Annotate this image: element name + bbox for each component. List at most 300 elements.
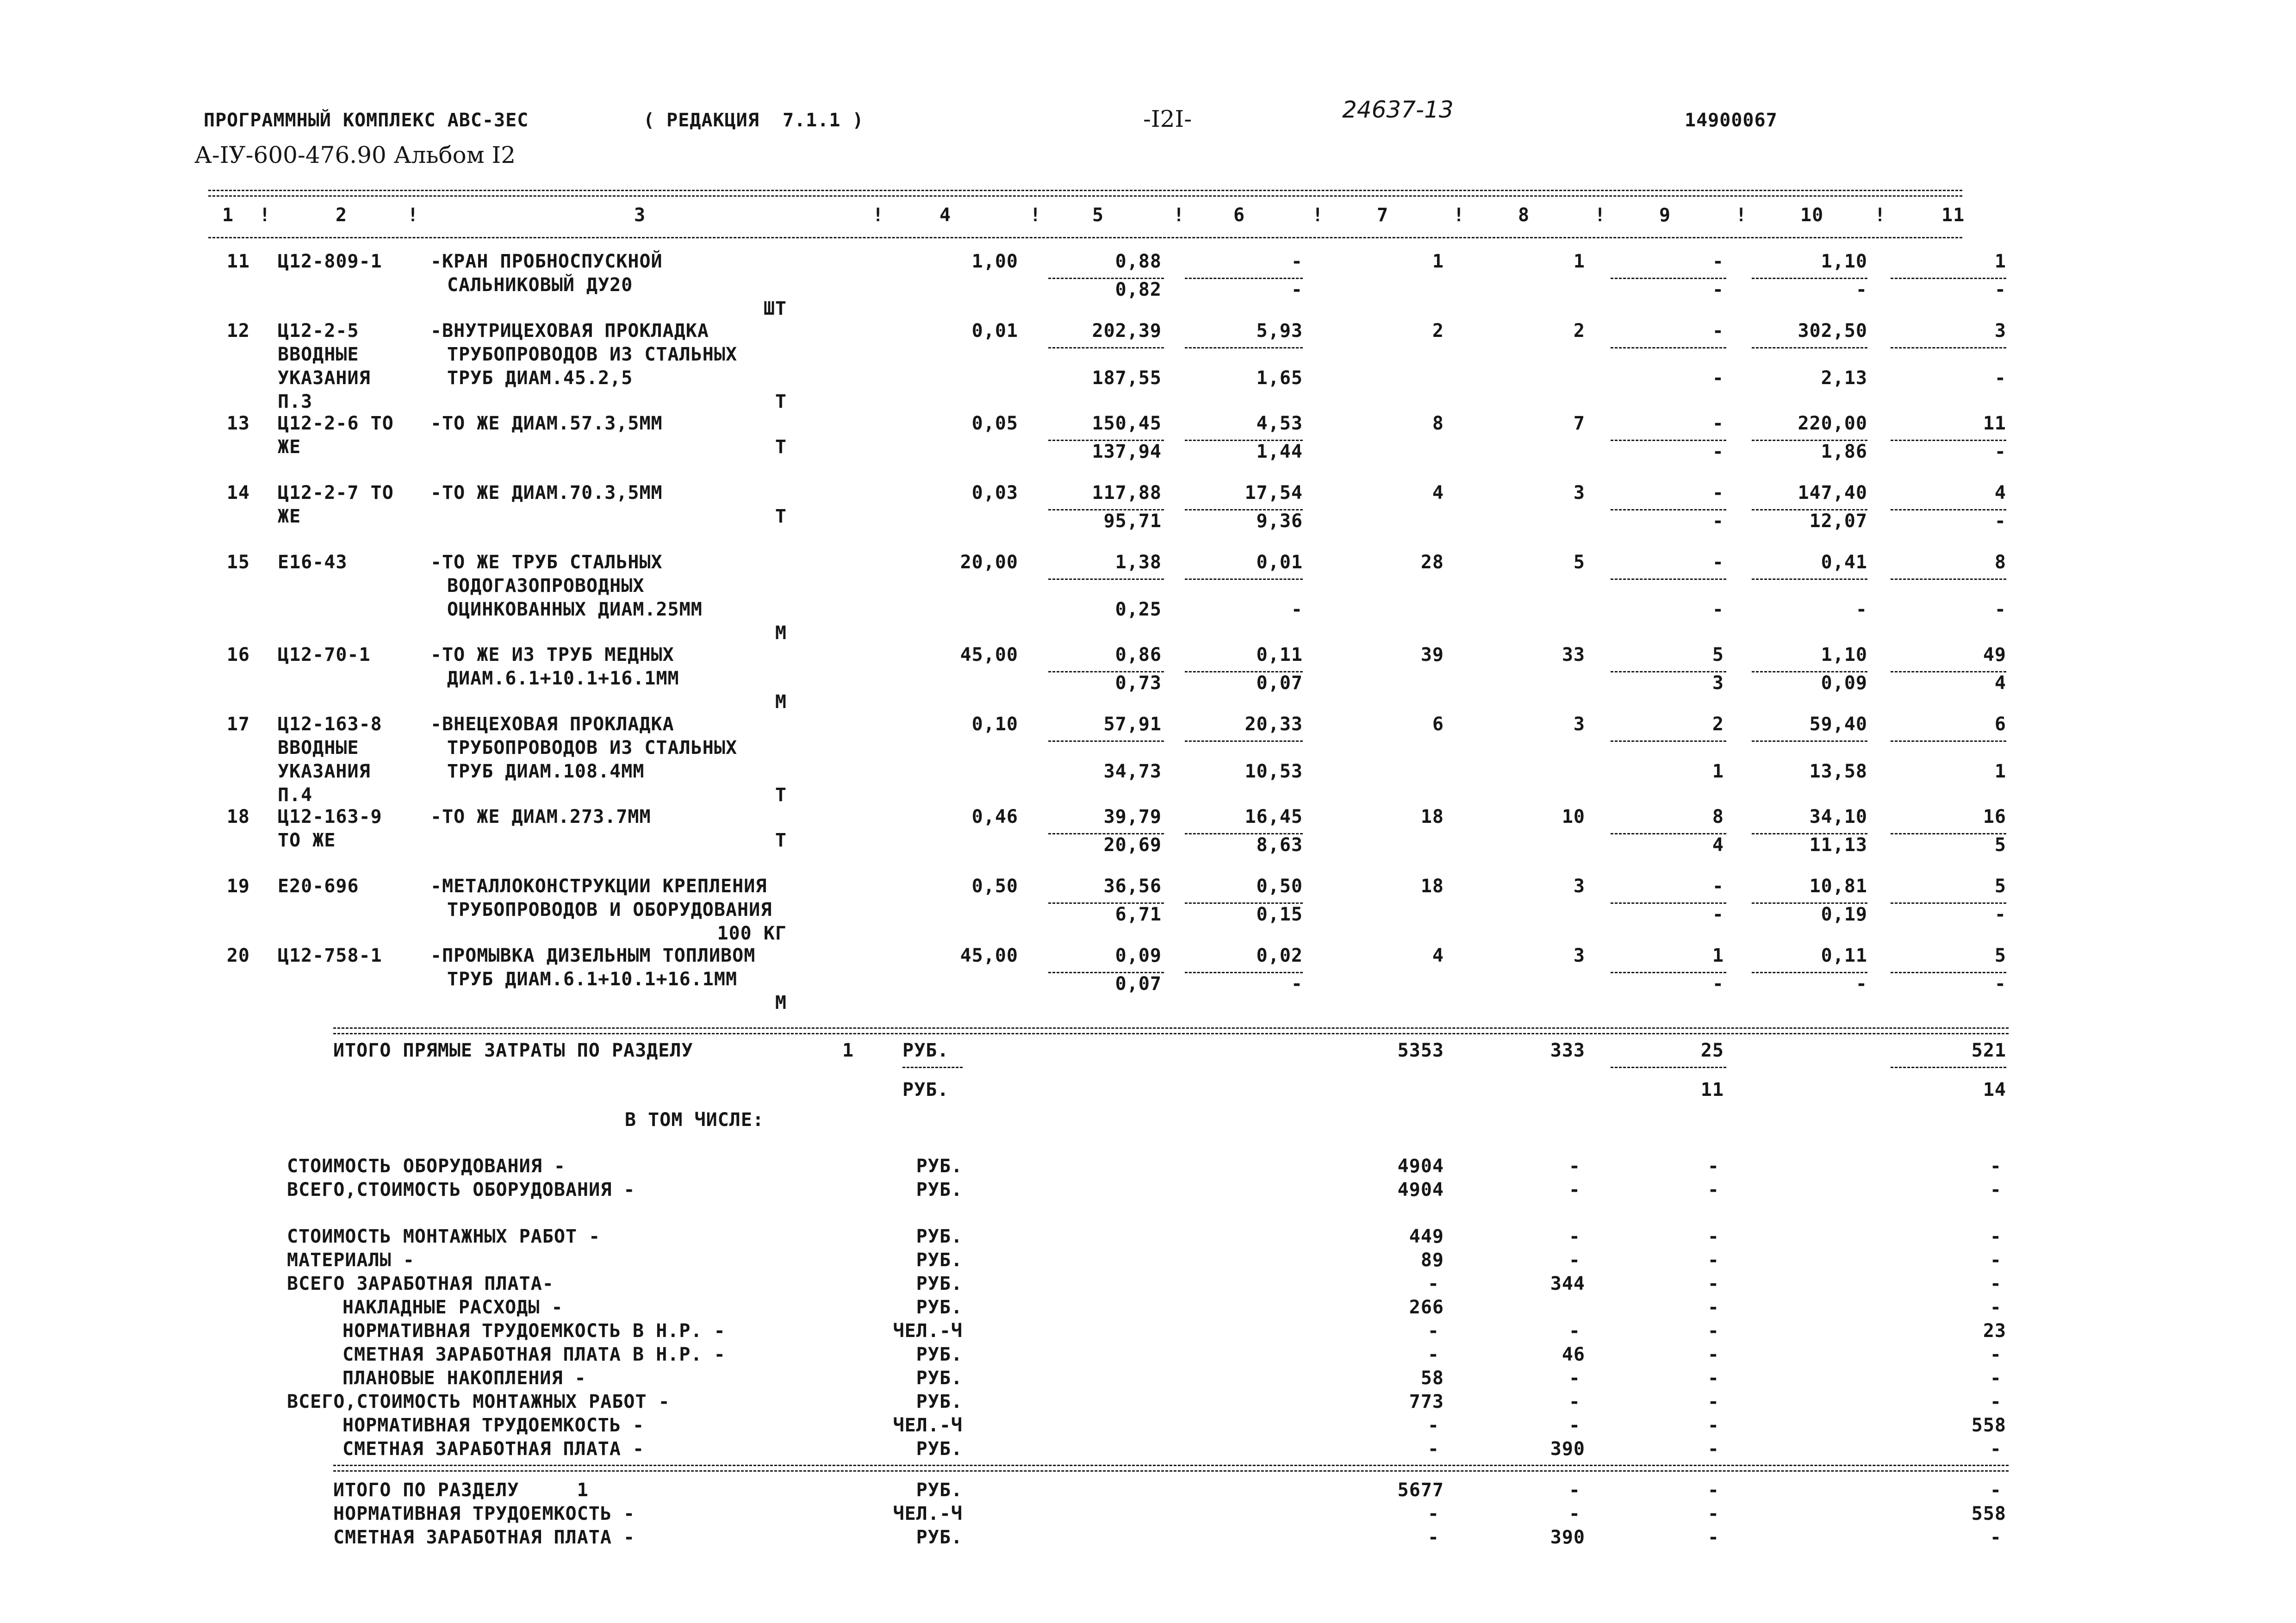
column-header-7: 7 [1377,205,1389,226]
row-value-10: 1,10 [1821,644,1867,665]
row-value-9: - [1712,320,1724,342]
in-that-number-heading: В ТОМ ЧИСЛЕ: [625,1109,764,1131]
summary-value-11: - [1990,1391,2002,1412]
value-rule [1891,740,2006,742]
edition-label: ( РЕДАКЦИЯ 7.1.1 ) [643,110,864,131]
total-direct-c8: 333 [1550,1040,1585,1061]
row-value-5: 36,56 [1103,876,1162,897]
row-wage-11: 4 [1994,672,2006,694]
row-wage-6: 1,44 [1256,441,1303,462]
row-wage-6: 0,15 [1256,904,1303,925]
summary-value-7: 449 [1409,1226,1444,1247]
row-wage-9: 4 [1712,834,1724,856]
summary-value-11: 23 [1983,1320,2006,1342]
column-header-8: 8 [1518,205,1530,226]
total-direct-label: ИТОГО ПРЯМЫЕ ЗАТРАТЫ ПО РАЗДЕЛУ [333,1040,693,1061]
row-wage-9: - [1712,510,1724,532]
row-value-6: - [1291,251,1303,272]
column-separator: ! [1874,205,1886,226]
row-value-9: 1 [1712,945,1724,966]
row-code: Ц12-809-1 [278,251,382,272]
row-value-5: 150,45 [1092,413,1162,434]
row-value-8: 3 [1573,482,1585,504]
document-code: 14900067 [1685,110,1778,131]
row-value-6: 0,50 [1256,876,1303,897]
row-value-10: 10,81 [1809,876,1867,897]
summary-value-9: - [1707,1415,1719,1436]
total-direct-section: 1 [842,1040,854,1061]
row-wage-11: - [1994,973,2006,995]
summary-value-8: - [1568,1226,1580,1247]
summary-value-9: - [1707,1297,1719,1318]
total-direct-s9: 11 [1700,1079,1724,1101]
row-wage-5: 137,94 [1092,441,1162,462]
row-value-8: 7 [1573,413,1585,434]
row-value-10: 147,40 [1798,482,1867,504]
total-direct-s11: 14 [1983,1079,2006,1101]
row-wage-9: 1 [1712,761,1724,782]
summary-label: НОРМАТИВНАЯ ТРУДОЕМКОСТЬ - [342,1415,645,1436]
value-rule [1611,347,1726,348]
column-separator: ! [1173,205,1185,226]
summary-value-7: 58 [1420,1368,1444,1389]
row-value-11: 3 [1994,320,2006,342]
column-header-4: 4 [940,205,952,226]
summary-value-11: - [1990,1438,2002,1460]
row-wage-6: - [1291,973,1303,995]
row-wage-10: 11,13 [1809,834,1867,856]
value-rule [902,1067,963,1068]
row-value-7: 18 [1420,876,1444,897]
section-total-value-11: - [1990,1527,2002,1548]
row-wage-9: - [1712,367,1724,389]
row-value-6: 5,93 [1256,320,1303,342]
row-description: ТРУБОПРОВОДОВ ИЗ СТАЛЬНЫХ [447,737,738,759]
summary-value-11: - [1990,1179,2002,1200]
summary-unit: РУБ. [916,1368,963,1389]
row-description: -ПРОМЫВКА ДИЗЕЛЬНЫМ ТОПЛИВОМ [430,945,756,966]
value-rule [1048,578,1164,580]
summary-value-11: - [1990,1273,2002,1294]
row-value-6: 0,11 [1256,644,1303,665]
value-rule [1752,347,1867,348]
row-wage-6: 8,63 [1256,834,1303,856]
column-header-6: 6 [1233,205,1245,226]
column-separator: ! [1594,205,1606,226]
summary-value-8: - [1568,1320,1580,1342]
row-wage-6: 1,65 [1256,367,1303,389]
row-description: -ТО ЖЕ ДИАМ.273.7ММ [430,806,651,827]
row-code: Ц12-2-7 ТО [278,482,394,504]
summary-value-9: - [1707,1179,1719,1200]
column-header-5: 5 [1092,205,1104,226]
row-wage-6: - [1291,279,1303,300]
row-description: -ТО ЖЕ ИЗ ТРУБ МЕДНЫХ [430,644,674,665]
row-value-5: 39,79 [1103,806,1162,827]
row-value-6: 0,01 [1256,552,1303,573]
row-value-9: - [1712,251,1724,272]
row-description: -ВНУТРИЦЕХОВАЯ ПРОКЛАДКА [430,320,709,342]
row-quantity: 0,46 [971,806,1018,827]
row-quantity: 0,50 [971,876,1018,897]
row-code: Е20-696 [278,876,359,897]
row-code: Ц12-758-1 [278,945,382,966]
column-header-2: 2 [336,205,348,226]
row-wage-9: - [1712,599,1724,620]
section-total-value-9: - [1707,1480,1719,1501]
value-rule [1185,347,1303,348]
section-total-value-9: - [1707,1503,1719,1524]
row-wage-11: - [1994,599,2006,620]
total-direct-unit: РУБ. [902,1040,949,1061]
summary-unit: РУБ. [916,1391,963,1412]
row-value-8: 3 [1573,876,1585,897]
column-separator: ! [1736,205,1748,226]
summary-value-8: - [1568,1415,1580,1436]
row-description: ДИАМ.6.1+10.1+16.1ММ [447,668,679,689]
value-rule [1752,578,1867,580]
row-value-9: 5 [1712,644,1724,665]
summary-unit: ЧЕЛ.-Ч [893,1320,963,1342]
row-wage-5: 0,82 [1115,279,1162,300]
value-rule [1891,278,2006,279]
summary-value-11: - [1990,1344,2002,1365]
row-description: -КРАН ПРОБНОСПУСКНОЙ [430,251,663,272]
row-quantity: 0,01 [971,320,1018,342]
value-rule [1611,278,1726,279]
row-value-8: 1 [1573,251,1585,272]
summary-label: ПЛАНОВЫЕ НАКОПЛЕНИЯ - [342,1368,586,1389]
column-separator: ! [1453,205,1465,226]
column-separator: ! [872,205,884,226]
section-total-value-7: - [1427,1527,1439,1548]
summary-value-7: 4904 [1397,1179,1444,1200]
row-description: ТРУБ ДИАМ.6.1+10.1+16.1ММ [447,969,738,990]
value-rule [1611,833,1726,834]
value-rule [1185,740,1303,742]
row-value-9: - [1712,482,1724,504]
summary-label: СТОИМОСТЬ ОБОРУДОВАНИЯ - [287,1156,566,1177]
value-rule [1752,972,1867,973]
row-code: П.4 [278,784,313,806]
row-quantity: 0,10 [971,714,1018,735]
value-rule [1611,440,1726,441]
row-wage-9: - [1712,973,1724,995]
row-value-9: 2 [1712,714,1724,735]
row-wage-11: 1 [1994,761,2006,782]
summary-label: НОРМАТИВНАЯ ТРУДОЕМКОСТЬ В Н.Р. - [342,1320,726,1342]
column-header-1: 1 [222,205,234,226]
row-quantity: 1,00 [971,251,1018,272]
value-rule [1752,278,1867,279]
row-code: ЖЕ [278,506,301,527]
summary-value-9: - [1707,1320,1719,1342]
section-total-label: ИТОГО ПО РАЗДЕЛУ 1 [333,1480,589,1501]
row-value-6: 17,54 [1244,482,1303,504]
row-value-5: 0,88 [1115,251,1162,272]
row-value-10: 59,40 [1809,714,1867,735]
row-wage-10: 1,86 [1821,441,1867,462]
row-wage-5: 34,73 [1103,761,1162,782]
value-rule [1611,671,1726,672]
row-wage-5: 0,07 [1115,973,1162,995]
row-number: 18 [226,806,250,827]
value-rule [1891,671,2006,672]
summary-label: ВСЕГО ЗАРАБОТНАЯ ПЛАТА- [287,1273,554,1294]
row-number: 20 [226,945,250,966]
section-total-value-11: - [1990,1480,2002,1501]
summary-value-9: - [1707,1273,1719,1294]
summary-value-11: - [1990,1297,2002,1318]
row-description: -ТО ЖЕ ДИАМ.70.3,5ММ [430,482,663,504]
row-code: ВВОДНЫЕ [278,344,359,365]
row-value-7: 39 [1420,644,1444,665]
summary-unit: РУБ. [916,1273,963,1294]
row-value-9: - [1712,552,1724,573]
summary-unit: РУБ. [916,1226,963,1247]
section-total-label: НОРМАТИВНАЯ ТРУДОЕМКОСТЬ - [333,1503,635,1524]
section-total-rule-1 [333,1465,2009,1466]
row-wage-10: - [1855,973,1867,995]
row-wage-5: 6,71 [1115,904,1162,925]
row-description: -МЕТАЛЛОКОНСТРУКЦИИ КРЕПЛЕНИЯ [430,876,767,897]
row-unit: М [775,691,787,713]
row-value-8: 33 [1562,644,1585,665]
row-code: Ц12-70-1 [278,644,371,665]
row-wage-11: - [1994,904,2006,925]
row-number: 12 [226,320,250,342]
section-total-value-9: - [1707,1527,1719,1548]
section-total-rule-2 [333,1470,2009,1472]
header-rule-top-1 [208,190,1962,191]
row-wage-5: 0,25 [1115,599,1162,620]
row-value-5: 1,38 [1115,552,1162,573]
row-description: ТРУБОПРОВОДОВ ИЗ СТАЛЬНЫХ [447,344,738,365]
row-unit: М [775,992,787,1014]
summary-unit: РУБ. [916,1438,963,1460]
summary-value-7: - [1427,1438,1439,1460]
row-number: 16 [226,644,250,665]
summary-value-7: 266 [1409,1297,1444,1318]
row-value-10: 220,00 [1798,413,1867,434]
summary-value-9: - [1707,1438,1719,1460]
row-code: УКАЗАНИЯ [278,761,371,782]
row-value-7: 4 [1432,482,1444,504]
section-total-value-7: 5677 [1397,1480,1444,1501]
summary-value-7: - [1427,1320,1439,1342]
row-quantity: 45,00 [960,644,1018,665]
row-number: 14 [226,482,250,504]
row-value-10: 0,11 [1821,945,1867,966]
summary-label: МАТЕРИАЛЫ - [287,1250,415,1271]
value-rule [1891,347,2006,348]
value-rule [1891,902,2006,904]
row-value-8: 2 [1573,320,1585,342]
row-unit: ШТ [763,298,787,319]
row-value-9: - [1712,413,1724,434]
row-value-10: 34,10 [1809,806,1867,827]
summary-value-8: - [1568,1250,1580,1271]
row-value-10: 302,50 [1798,320,1867,342]
summary-value-8: - [1568,1179,1580,1200]
row-code: ТО ЖЕ [278,830,336,851]
row-unit: Т [775,506,787,527]
program-title: ПРОГРАММНЫЙ КОМПЛЕКС АВС-3ЕС [204,110,529,131]
value-rule [1891,1067,2006,1068]
section-total-value-8: - [1568,1480,1580,1501]
row-value-7: 8 [1432,413,1444,434]
column-separator: ! [1312,205,1324,226]
value-rule [1891,509,2006,510]
row-value-5: 202,39 [1092,320,1162,342]
summary-value-7: 89 [1420,1250,1444,1271]
value-rule [1611,509,1726,510]
summary-label: СТОИМОСТЬ МОНТАЖНЫХ РАБОТ - [287,1226,601,1247]
row-value-8: 3 [1573,714,1585,735]
total-direct-c11: 521 [1971,1040,2006,1061]
summary-value-7: - [1427,1415,1439,1436]
row-value-8: 10 [1562,806,1585,827]
summary-unit: РУБ. [916,1344,963,1365]
row-description: -ТО ЖЕ ДИАМ.57.3,5ММ [430,413,663,434]
value-rule [1611,972,1726,973]
row-wage-11: - [1994,510,2006,532]
row-wage-9: - [1712,904,1724,925]
row-value-6: 16,45 [1244,806,1303,827]
row-unit: М [775,622,787,644]
value-rule [1048,347,1164,348]
total-direct-c9: 25 [1700,1040,1724,1061]
value-rule [1611,578,1726,580]
row-code: УКАЗАНИЯ [278,367,371,389]
row-value-11: 5 [1994,945,2006,966]
value-rule [1891,440,2006,441]
section-total-value-7: - [1427,1503,1439,1524]
row-number: 15 [226,552,250,573]
summary-value-8: - [1568,1391,1580,1412]
album-title: А-IУ-600-476.90 Альбом I2 [194,142,516,168]
value-rule [1048,740,1164,742]
row-description: -ТО ЖЕ ТРУБ СТАЛЬНЫХ [430,552,663,573]
row-unit: 100 КГ [717,923,787,944]
row-value-7: 1 [1432,251,1444,272]
row-value-10: 0,41 [1821,552,1867,573]
summary-value-7: - [1427,1344,1439,1365]
row-code: Ц12-163-9 [278,806,382,827]
value-rule [1185,972,1303,973]
row-number: 13 [226,413,250,434]
value-rule [1891,578,2006,580]
row-wage-5: 20,69 [1103,834,1162,856]
row-wage-9: - [1712,279,1724,300]
row-wage-9: 3 [1712,672,1724,694]
section-total-label: СМЕТНАЯ ЗАРАБОТНАЯ ПЛАТА - [333,1527,635,1548]
row-number: 19 [226,876,250,897]
row-description: -ВНЕЦЕХОВАЯ ПРОКЛАДКА [430,714,674,735]
summary-value-7: 4904 [1397,1156,1444,1177]
row-code: Ц12-2-5 [278,320,359,342]
summary-value-9: - [1707,1156,1719,1177]
summary-value-11: - [1990,1250,2002,1271]
summary-value-8: 390 [1550,1438,1585,1460]
column-header-3: 3 [634,205,646,226]
row-code: Ц12-2-6 ТО [278,413,394,434]
row-value-11: 6 [1994,714,2006,735]
total-direct-unit2: РУБ. [902,1079,949,1101]
row-wage-10: - [1855,279,1867,300]
row-value-7: 4 [1432,945,1444,966]
row-value-11: 8 [1994,552,2006,573]
summary-label: СМЕТНАЯ ЗАРАБОТНАЯ ПЛАТА В Н.Р. - [342,1344,726,1365]
page-number: -I2I- [1143,106,1192,132]
summary-label: СМЕТНАЯ ЗАРАБОТНАЯ ПЛАТА - [342,1438,645,1460]
value-rule [1891,972,2006,973]
row-value-11: 49 [1983,644,2006,665]
summary-label: НАКЛАДНЫЕ РАСХОДЫ - [342,1297,563,1318]
summary-value-8: - [1568,1368,1580,1389]
summary-value-9: - [1707,1368,1719,1389]
row-value-6: 20,33 [1244,714,1303,735]
row-quantity: 0,05 [971,413,1018,434]
header-rule-top-2 [208,195,1962,197]
row-wage-6: - [1291,599,1303,620]
summary-value-8: - [1568,1156,1580,1177]
summary-value-11: - [1990,1368,2002,1389]
row-unit: Т [775,436,787,458]
row-value-7: 28 [1420,552,1444,573]
column-header-9: 9 [1659,205,1671,226]
summary-value-9: - [1707,1250,1719,1271]
summary-value-9: - [1707,1226,1719,1247]
row-wage-10: 2,13 [1821,367,1867,389]
row-wage-5: 0,73 [1115,672,1162,694]
summary-value-11: - [1990,1156,2002,1177]
row-value-5: 0,09 [1115,945,1162,966]
section-total-value-11: 558 [1971,1503,2006,1524]
summary-value-7: - [1427,1273,1439,1294]
row-description: ТРУБОПРОВОДОВ И ОБОРУДОВАНИЯ [447,899,772,920]
row-value-8: 3 [1573,945,1585,966]
row-unit: Т [775,391,787,412]
row-value-7: 18 [1420,806,1444,827]
row-quantity: 0,03 [971,482,1018,504]
summary-unit: РУБ. [916,1250,963,1271]
row-value-6: 0,02 [1256,945,1303,966]
row-value-7: 2 [1432,320,1444,342]
row-value-6: 4,53 [1256,413,1303,434]
value-rule [1611,740,1726,742]
row-wage-6: 0,07 [1256,672,1303,694]
row-description: САЛЬНИКОВЫЙ ДУ20 [447,274,633,296]
row-value-5: 117,88 [1092,482,1162,504]
summary-unit: ЧЕЛ.-Ч [893,1415,963,1436]
row-wage-5: 95,71 [1103,510,1162,532]
row-code: ВВОДНЫЕ [278,737,359,759]
section-total-value-8: - [1568,1503,1580,1524]
row-wage-6: 10,53 [1244,761,1303,782]
row-wage-10: 13,58 [1809,761,1867,782]
value-rule [1611,902,1726,904]
row-value-11: 11 [1983,413,2006,434]
value-rule [1185,578,1303,580]
row-code: ЖЕ [278,436,301,458]
summary-unit: РУБ. [916,1156,963,1177]
row-value-11: 1 [1994,251,2006,272]
column-separator: ! [259,205,271,226]
section-total-unit: РУБ. [916,1527,963,1548]
total-rule-2 [333,1033,2009,1034]
row-value-11: 5 [1994,876,2006,897]
